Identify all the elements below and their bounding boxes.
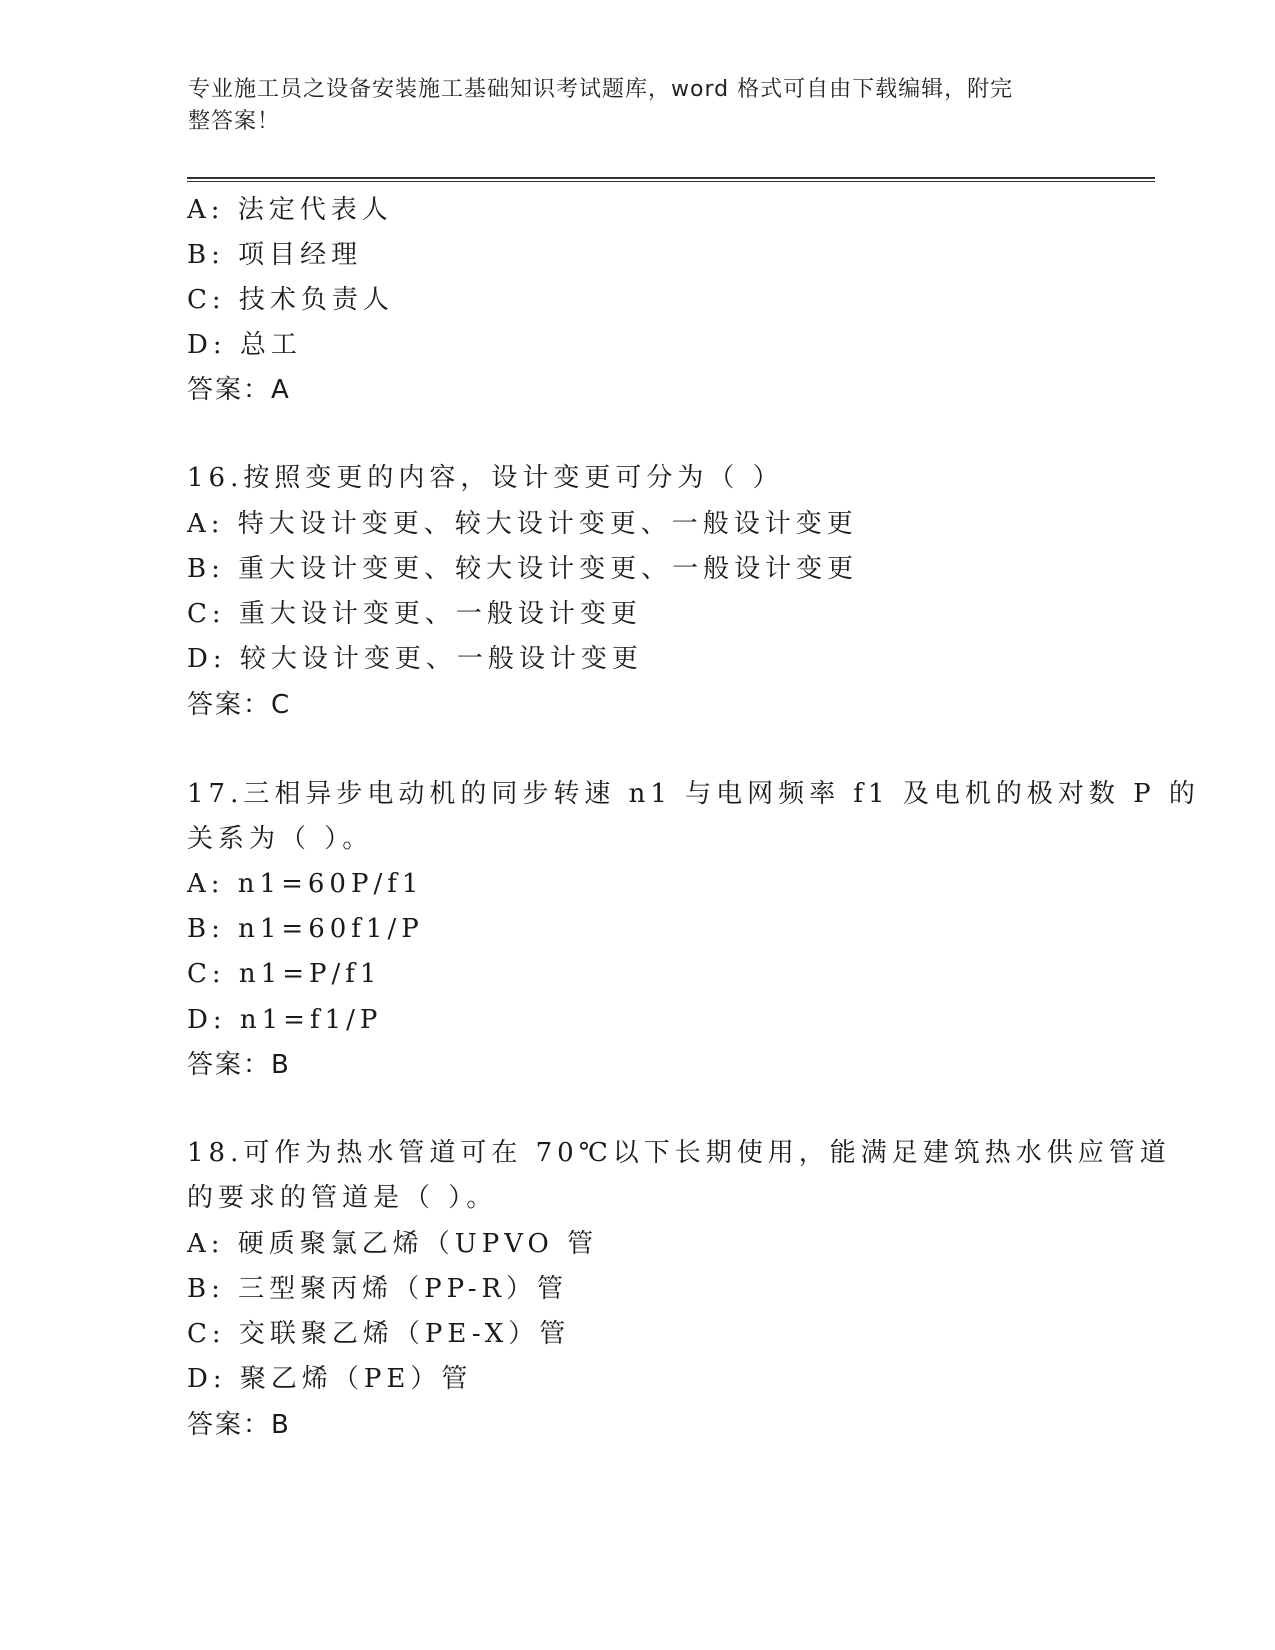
q16-option-c: C: 重大设计变更、一般设计变更 [187,599,642,629]
q17-stem-line-2: 关系为（ ）。 [187,824,374,854]
q17-option-d: D: n1=f1/P [187,1005,383,1035]
q15-option-a: A: 法定代表人 [187,195,393,225]
q17-option-b: B: n1=60f1/P [187,914,424,944]
q17-option-a: A: n1=60P/f1 [187,869,424,899]
q15-option-b: B: 项目经理 [187,240,363,270]
q15-option-d: D: 总工 [187,330,302,360]
q16-answer: 答案：C [187,690,292,720]
q18-answer: 答案：B [187,1410,291,1440]
q18-option-a: A: 硬质聚氯乙烯（UPVO 管 [187,1229,599,1259]
q17-stem-line-1: 17.三相异步电动机的同步转速 n1 与电网频率 f1 及电机的极对数 P 的 [187,779,1200,809]
q15-answer: 答案：A [187,375,291,405]
q15-option-c: C: 技术负责人 [187,285,394,315]
q16-option-b: B: 重大设计变更、较大设计变更、一般设计变更 [187,554,859,584]
q18-stem-line-2: 的要求的管道是（ ）。 [187,1183,498,1213]
header-title-line-2: 整答案！ [188,109,281,134]
q16-option-a: A: 特大设计变更、较大设计变更、一般设计变更 [187,509,858,539]
q18-option-d: D: 聚乙烯（PE）管 [187,1364,473,1394]
document-header [188,74,1068,138]
q18-stem-line-1: 18.可作为热水管道可在 70℃以下长期使用，能满足建筑热水供应管道 [187,1138,1171,1168]
q18-option-b: B: 三型聚丙烯（PP-R）管 [187,1274,569,1304]
q17-option-c: C: n1=P/f1 [187,959,382,989]
q17-answer: 答案：B [187,1050,291,1080]
header-divider [187,177,1155,182]
q16-stem: 16.按照变更的内容，设计变更可分为（ ） [187,463,784,493]
q18-option-c: C: 交联聚乙烯（PE-X）管 [187,1319,571,1349]
q16-option-d: D: 较大设计变更、一般设计变更 [187,644,643,674]
header-title-line-1: 专业施工员之设备安装施工基础知识考试题库，word 格式可自由下载编辑，附完 [188,77,1014,102]
